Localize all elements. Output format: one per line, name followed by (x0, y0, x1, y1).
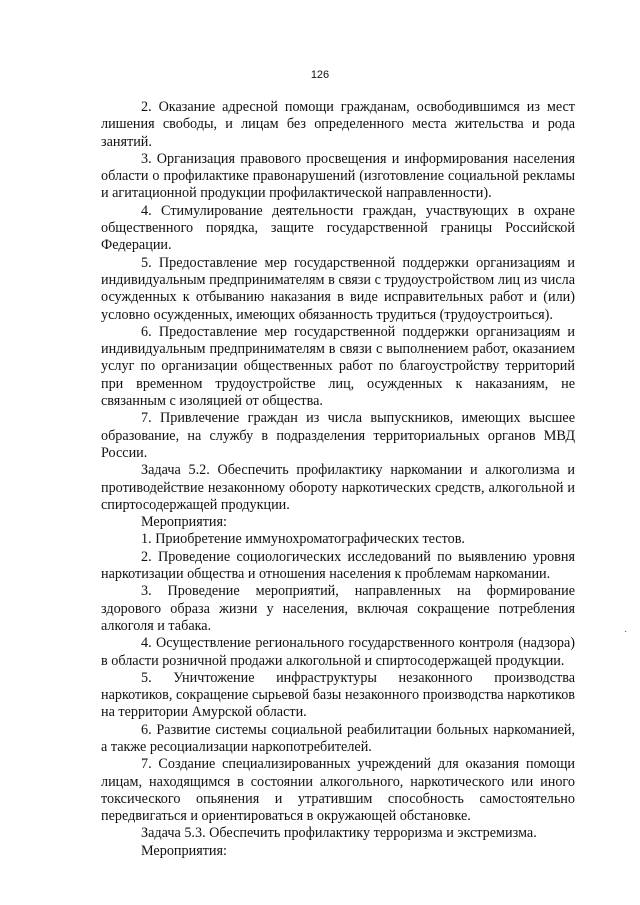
measure-item-5: 5. Уничтожение инфраструктуры незаконного производства наркотиков, сокращение сырьевой базы незаконного производства наркотиков на территории Амурской области. (101, 669, 575, 721)
paragraph-item-3: 3. Организация правового просвещения и информирования населения области о профилактике правонарушений (изготовление социальной рекламы и агитационной продукции профилактической направленности). (101, 150, 575, 202)
page-number: 126 (310, 69, 330, 81)
task-5-2-heading: Задача 5.2. Обеспечить профилактику наркомании и алкоголизма и противодействие незаконному обороту наркотических средств, алкогольной и спиртосодержащей продукции. (101, 462, 575, 513)
measure-item-7: 7. Создание специализированных учреждений для оказания помощи лицам, находящимся в состоянии алкогольного, наркотического или иного токсического опьянения и утратившим способность самостоятельно передвигаться и ориентироваться в окружающей обстановке. (101, 756, 575, 825)
document-body (101, 99, 575, 860)
paragraph-item-4: 4. Стимулирование деятельности граждан, участвующих в охране общественного порядка, защите государственной границы Российской Федерации. (101, 202, 575, 254)
paragraph-item-7: 7. Привлечение граждан из числа выпускников, имеющих высшее образование, на службу в подразделения территориальных органов МВД России. (101, 410, 575, 461)
measures-label: Мероприятия: (141, 514, 227, 531)
task-5-3-heading: Задача 5.3. Обеспечить профилактику терроризма и экстремизма. (141, 825, 537, 842)
measure-item-1: 1. Приобретение иммунохроматографических тестов. (141, 531, 465, 548)
paragraph-item-5: 5. Предоставление мер государственной поддержки организациям и индивидуальным предпринимателям в связи с трудоустройством лиц из числа осужденных к отбыванию наказания в виде исправительных работ и (или) условно осужденных, имеющих обязанность трудиться (трудоустроиться). (101, 254, 575, 323)
measure-item-3: 3. Проведение мероприятий, направленных на формирование здорового образа жизни у населения, включая сокращение потребления алкоголя и табака. (101, 583, 575, 634)
measure-item-6: 6. Развитие системы социальной реабилитации больных наркоманией, а также ресоциализации наркопотребителей. (101, 721, 575, 755)
measures-label-2: Мероприятия: (141, 842, 227, 859)
scan-mark: · (624, 627, 628, 638)
measure-item-4: 4. Осуществление регионального государственного контроля (надзора) в области розничной продажи алкогольной и спиртосодержащей продукции. (101, 635, 575, 669)
paragraph-item-2: 2. Оказание адресной помощи гражданам, освободившимся из мест лишения свободы, и лицам без определенного места жительства и рода занятий. (101, 99, 575, 150)
paragraph-item-6: 6. Предоставление мер государственной поддержки организациям и индивидуальным предпринимателям в связи с выполнением работ, оказанием услуг по организации общественных работ по благоустройству территорий при временном трудоустройстве лиц, осужденных к наказаниям, не связанным с изоляцией от общества. (101, 323, 575, 410)
measure-item-2: 2. Проведение социологических исследований по выявлению уровня наркотизации общества и отношения населения к проблемам наркомании. (101, 548, 575, 583)
